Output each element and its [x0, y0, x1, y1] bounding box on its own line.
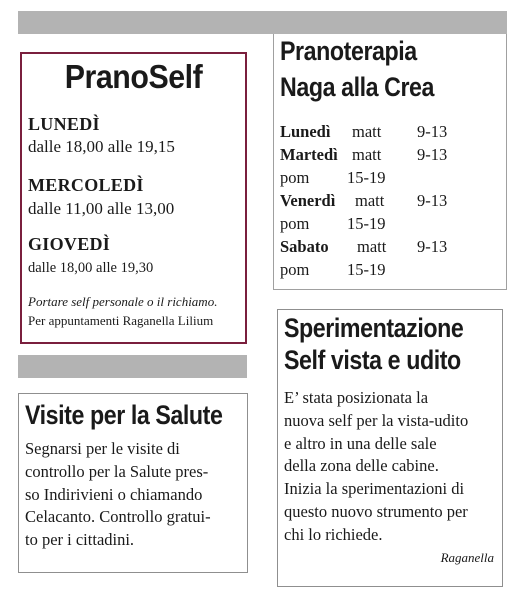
row-time: 9-13	[417, 191, 448, 210]
schedule-day: MERCOLEDÌ	[28, 175, 144, 195]
body-line: so Indirivieni o chiamando	[25, 484, 203, 504]
body-line: Segnarsi per le visite di	[25, 439, 180, 458]
row-slot: matt	[352, 122, 382, 141]
schedule-row	[280, 145, 448, 165]
visite-box	[18, 393, 248, 573]
body-line: chi lo richiede.	[284, 524, 383, 544]
pranoterapia-title-line2: Naga alla Crea	[280, 72, 435, 102]
schedule-hours: dalle 18,00 alle 19,30	[28, 260, 154, 276]
pranoterapia-box	[273, 34, 507, 290]
top-gray-bar	[18, 11, 507, 34]
pranoself-box	[20, 52, 247, 344]
schedule-day: GIOVEDÌ	[28, 234, 111, 254]
body-line: E’ stata posizionata la	[284, 388, 429, 407]
sperimentazione-body	[284, 387, 496, 547]
row-time: 9-13	[417, 237, 448, 256]
row-day: Lunedì	[280, 122, 331, 141]
pranoself-contact: Per appuntamenti Raganella Lilium	[28, 313, 214, 328]
body-line: Inizia la sperimentazioni di	[284, 479, 465, 499]
schedule-day: LUNEDÌ	[28, 114, 100, 134]
row-time: 15-19	[347, 168, 386, 187]
body-line: questo nuovo strumento per	[284, 501, 468, 521]
pranoterapia-title-line1: Pranoterapia	[280, 36, 417, 66]
schedule-row	[280, 191, 448, 211]
row-slot: pom	[280, 214, 310, 233]
pranoself-title: PranoSelf	[64, 58, 203, 95]
body-line: e altro in una delle sale	[284, 433, 437, 453]
schedule-hours: dalle 11,00 alle 13,00	[28, 199, 175, 218]
body-line: to per i cittadini.	[25, 530, 135, 550]
row-day: Venerdì	[280, 191, 336, 210]
row-day: Martedì	[280, 145, 338, 164]
row-time: 15-19	[347, 214, 386, 233]
sperimentazione-title-line1: Sperimentazione	[284, 313, 464, 343]
body-line: della zona delle cabine.	[284, 456, 439, 476]
row-slot: matt	[355, 191, 385, 210]
row-day: Sabato	[280, 237, 329, 256]
row-time: 9-13	[417, 145, 448, 164]
signature: Raganella	[440, 550, 494, 565]
sperimentazione-title-line2: Self vista e udito	[284, 345, 461, 375]
visite-title: Visite per la Salute	[25, 400, 223, 430]
row-slot: matt	[352, 145, 382, 164]
row-slot: pom	[280, 260, 310, 279]
row-slot: matt	[357, 237, 387, 256]
row-time: 9-13	[417, 122, 448, 141]
body-line: Celacanto. Controllo gratui-	[25, 507, 211, 527]
row-slot: pom	[280, 168, 310, 187]
sperimentazione-box	[277, 309, 503, 587]
schedule-hours: dalle 18,00 alle 19,15	[28, 137, 175, 156]
body-line: controllo per la Salute pres-	[25, 461, 209, 481]
schedule-row	[280, 237, 448, 257]
middle-gray-bar	[18, 355, 247, 378]
row-time: 15-19	[347, 260, 386, 279]
pranoself-note: Portare self personale o il richiamo.	[28, 294, 218, 309]
schedule-row	[280, 122, 448, 142]
visite-body	[25, 438, 241, 552]
body-line: nuova self per la vista-udito	[284, 410, 469, 430]
